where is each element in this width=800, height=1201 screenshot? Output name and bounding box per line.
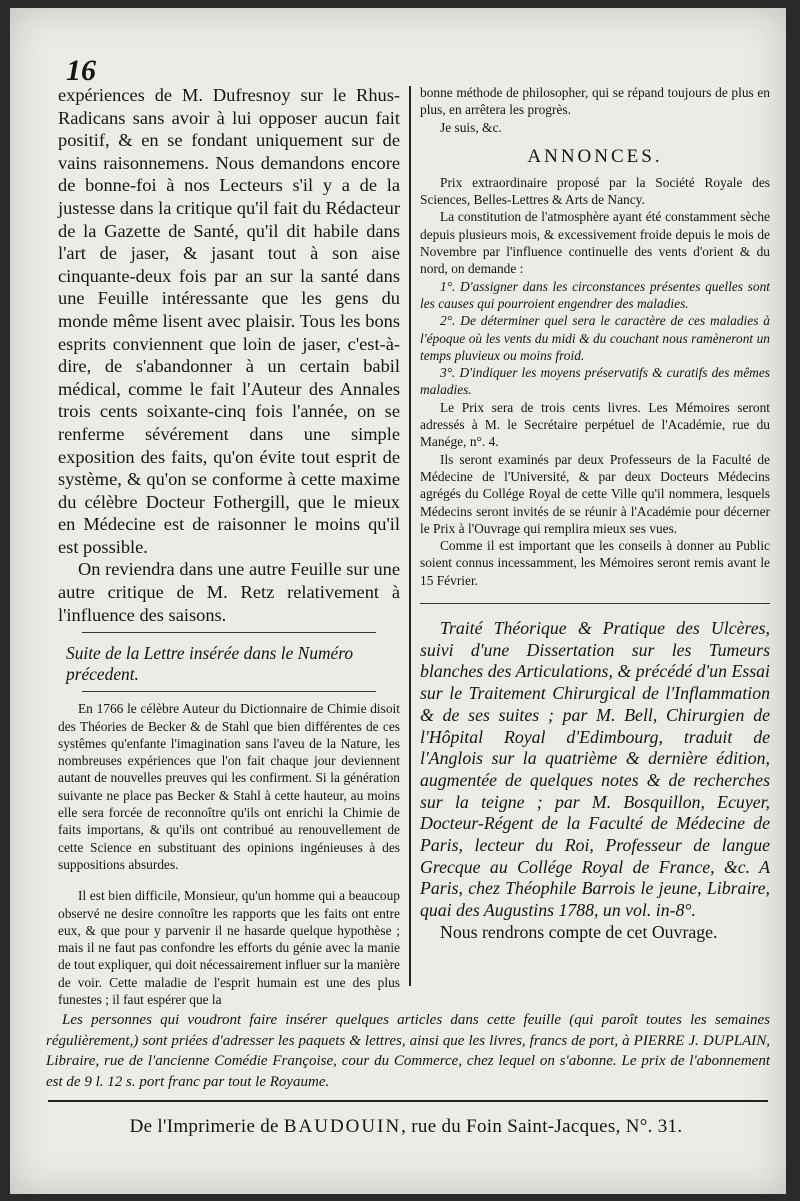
annonces-heading: ANNONCES.: [527, 145, 663, 167]
section-rule-2: [82, 691, 376, 692]
imprint-printer: BAUDOUIN: [283, 1116, 402, 1137]
left-text-small: [58, 700, 400, 1008]
left-paragraph-4: Il est bien difficile, Monsieur, qu'un homme qui a beaucoup observé ne desire connoître les rapports que les faits ont entre eux, & que pour y parvenir il ne hasarde quelque hypothèse ; mais il ne faut pas confondre les efforts du génie avec la manie de tout expliquer, qui doit nécessairement influer sur la manière de voir. Cette maladie de l'esprit humain est une des plus funestes ; il faut espérer que la: [58, 888, 400, 1007]
book-announcement: [420, 618, 770, 944]
constitution-text: La constitution de l'atmosphère ayant été constamment sèche depuis plusieurs mois, & excessivement froide depuis le mois de Novembre par l'influence continuelle des vents d'orient & du nord, on demande :: [420, 209, 770, 277]
imprint-suffix: , rue du Foin Saint-Jacques, N°. 31.: [401, 1116, 683, 1137]
right-text-top: [420, 84, 770, 136]
traite-text: Traité Théorique & Pratique des Ulcères, suivi d'une Dissertation sur les Tumeurs blanches des Articulations, & précédé d'un Essai sur le Traitement Chirurgical de l'Inflammation & de ses suites ; par M. Bell, Chirurgien de l'Hôpital Royal d'Edimbourg, traduit de l'Anglois sur la quatrième & dernière édition, augmentée de quelques notes & de recherches sur la teigne ; par M. Bosquillon, Ecuyer, Docteur-Régent de la Faculté de Médecine de Paris, lecteur du Roi, Professeur de langue Grecque au Collége Royal de France, &c. A Paris, chez Théophile Barrois le jeune, Libraire, quai des Augustins 1788, un vol. in-8°.: [420, 618, 770, 921]
annonces-body: [420, 174, 770, 589]
prix-amount: Le Prix sera de trois cents livres. Les Mémoires seront adressés à M. le Secrétaire perpétuel de l'Académie, rue du Manége, n°. 4.: [420, 399, 770, 450]
page-number: 16: [66, 54, 96, 87]
question-2: 2°. De déterminer quel sera le caractère de ces maladies à l'époque où les vents du midi & du couchant nous ramèneront un temps pluvieux ou moins froid.: [420, 313, 770, 363]
left-paragraph-3: En 1766 le célèbre Auteur du Dictionnaire de Chimie disoit des Théories de Becker & de Stahl que bien différentes de ces systêmes qu'enfante l'imagination sans l'aveu de la Nature, les nombreuses expériences que l'on fait chaque jour deviennent autant de nouvelles preuves qui les confirment. Si la génération suivante ne place pas Becker & Stahl à cette hauteur, au moins elle sera forcée de reconnoître qu'ils ont enrichi la Chimie de faits importans, & qu'ils ont contribué au renouvellement de cette Science en substituant des opinions ingénieuses à des suppositions absurdes.: [58, 701, 400, 872]
left-text-large: [58, 84, 400, 626]
imprint-prefix: De l'Imprimerie de: [129, 1116, 279, 1137]
subscription-notice-text: Les personnes qui voudront faire insérer quelques articles dans cette feuille (qui paroît toutes les semaines régulièrement,) sont priées d'adresser les paquets & lettres, ainsi que les livres, francs de port, à PIERRE J. DUPLAIN, Libraire, rue de l'ancienne Comédie Françoise, cour du Commerce, chez lequel on s'abonne. Le prix de l'abonnement est de 9 l. 12 s. port franc par tout le Royaume.: [46, 1012, 770, 1090]
column-divider: [409, 86, 411, 986]
newspaper-page: [10, 8, 786, 1194]
right-column: [420, 84, 770, 944]
examiners-text: Ils seront examinés par deux Professeurs de la Faculté de Médecine de l'Université, & par deux Docteurs Médecins agrégés du Collége Royal de cette Ville qu'il nommera, lesquels Médecins seront invités de se réunir à l'Académie pour décerner le Prix à l'Ouvrage qui remplira mieux ses vues.: [420, 451, 770, 536]
left-paragraph-2: On reviendra dans une autre Feuille sur une autre critique de M. Retz relativement à l'influence des saisons.: [58, 559, 400, 625]
annonce-rule: [420, 603, 770, 604]
section-rule: [82, 632, 376, 633]
right-paragraph-1: bonne méthode de philosopher, qui se répand toujours de plus en plus, en arrêtera les progrès.: [420, 85, 770, 118]
prix-intro: Prix extraordinaire proposé par la Société Royale des Sciences, Belles-Lettres & Arts de Nancy.: [420, 174, 770, 208]
footer-rule: [48, 1100, 768, 1102]
question-3: 3°. D'indiquer les moyens préservatifs & curatifs des mêmes maladies.: [420, 365, 770, 398]
rendrons-text: Nous rendrons compte de cet Ouvrage.: [440, 921, 718, 942]
subscription-notice: [46, 1010, 770, 1092]
deadline-text: Comme il est important que les conseils à donner au Public soient connus incessamment, les Mémoires seront remis avant le 15 Février.: [420, 538, 770, 588]
signoff: Je suis, &c.: [440, 119, 502, 135]
left-column: [58, 84, 400, 1008]
left-paragraph-1: expériences de M. Dufresnoy sur le Rhus-Radicans sans avoir à lui opposer aucun fait positif, & en se fondant uniquement sur de vains raisonnemens. Nous demandons encore de bonne-foi à nos Lecteurs s'il y a de la justesse dans la critique qu'il fait du Rédacteur de la Gazette de Santé, qu'il dit habile dans l'art de jaser, & jasant tout à son aise cinquante-deux fois par an sur la santé dans une Feuille intéressante que les gens du monde même lisent avec plaisir. Tous les bons esprits conviennent que loin de jaser, c'est-à-dire, de s'abandonner à un certain babil médical, comme le fait l'Auteur des Annales trois cents soixante-cinq fois l'année, on se renferme sévérement dans une simple exposition des faits, qu'on évite tout esprit de système, & qu'on se conforme à cette maxime du célèbre Docteur Fothergill, que le mieux en Médecine est de raisonner le moins qu'il est possible.: [58, 85, 400, 557]
section-heading: Suite de la Lettre insérée dans le Numéro précedent.: [66, 643, 354, 685]
imprint-line: [46, 1116, 766, 1138]
question-1: 1°. D'assigner dans les circonstances présentes quelles sont les causes qui pourroient engendrer des maladies.: [420, 278, 770, 311]
